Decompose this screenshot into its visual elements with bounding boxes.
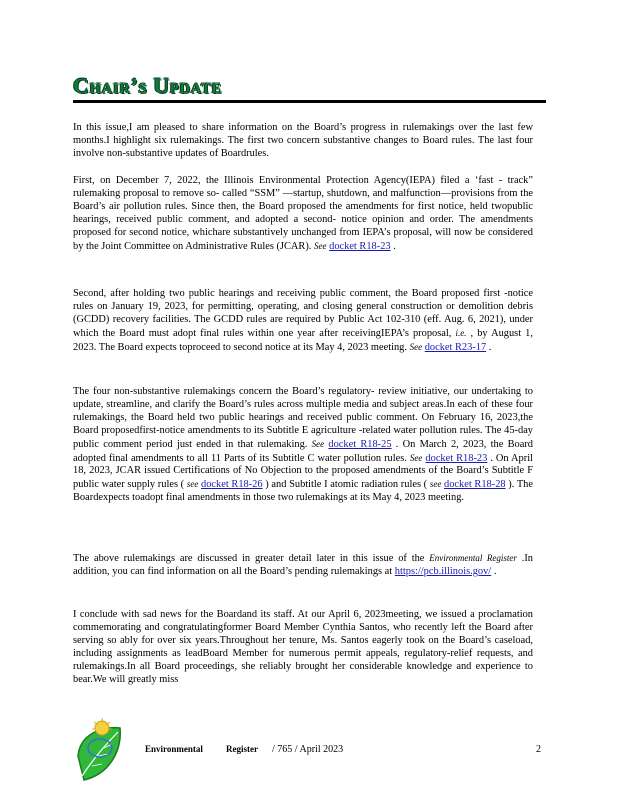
paragraph-farewell: I conclude with sad news for the Boardand its staff. At our April 6, 2023meeting, we issued a proclamation commemorating and congratulatingformer Board Member Cynthia Santos, who recently left the Board after serving so ably for over six years.Throughout her tenure, Ms. Santos eagerly took on the Board’s caseload, including assignments as leadBoard Member for numerous permit appeals, regulatory-relief requests, and rulemakings.In all Board proceedings, she reliably brought her considerable knowledge and experience to bear.We will greatly miss [73,609,533,685]
pcb-website-link[interactable]: https://pcb.illinois.gov/ [394,565,492,577]
paragraph-discussion: The above rulemakings are discussed in greater detail later in this issue of the Environmental Register .In addition, you can find information on all the Board’s pending rulemakings at https://pcb.illinois.gov/ . [73,553,533,577]
docket-link-r18-25[interactable]: docket R18-25 [328,438,392,450]
leaf-logo-icon [72,716,134,786]
see-label: see [429,479,442,490]
footer-publication-register: Register [226,744,258,754]
paragraph-gcdd: Second, after holding two public hearings and receiving public comment, the Board proposed first -notice rules on January 19, 2023, for permitting, operating, and closing general construction or demolition debris (GCDD) recovery facilities. The GCDD rules are required by Public Act 102-310 (eff. Aug. 6, 2021), under which the Board must adopt final rules within one year after receivingIEPA’s proposal, i.e. , by August 1, 2023. The Board expects toproceed to second notice at its May 4, 2023 meeting. See docket R23-17 . [73,288,533,353]
paragraph-gcdd-text-b: , by August 1, 2023. The Board expects toproceed to second notice at its May 4, 2023 meeting. [73,327,533,353]
see-label: See [311,438,325,449]
paragraph-non-substantive: The four non-substantive rulemakings concern the Board’s regulatory- review initiative, our undertaking to update, streamline, and clarify the Board’s rules across multiple media and subject areas.In each of these four rulemakings, the Board held two public hearings and received public comment. On February 16, 2023,the Board proposedfirst-notice amendments to its Subtitle E agriculture -related water pollution rules. The 45-day public comment period just ended in that rulemaking. See docket R18-25 . On March 2, 2023, the Board adopted final amendments to all 11 Parts of its Subtitle C water pollution rules. See docket R18-23 . On April 18, 2023, JCAR issued Certifications of No Objection to the proposed amendments of the Board’s Subtitle F public water supply rules ( see docket R18-26 ) and Subtitle I atomic radiation rules ( see docket R18-28 ). The Boardexpects toadopt final amendments in those two rulemakings at its May 4, 2023 meeting. [73,386,533,504]
intro-paragraph [73,122,533,161]
intro-text: In this issue,I am pleased to share information on the Board’s progress in rulemakings over the last few months.I highlight six rulemakings. The first two concern substantive changes to Board rules. The last four involve non-substantive updates of Boardrules. [73,122,533,159]
paragraph-ssm-text: First, on December 7, 2022, the Illinois Environmental Protection Agency(IEPA) filed a ‘fast - track” rulemaking proposal to remove so- called “SSM” —startup, shutdown, and malfunction—provisions from the Board’s air pollution rules. Since then, the Board proposed the amendments for first notice, held twopublic hearings, received public comment, and adopted a second- notice opinion and order. The amendments proposed for second notice, whichare substantively unchanged from IEPA’s proposal, will now be considered by the Joint Committee on Administrative Rules (JCAR). [73,175,533,252]
page-number: 2 [536,744,541,755]
see-label: see [186,479,199,490]
title-rule [73,100,546,103]
docket-link-r23-17[interactable]: docket R23-17 [424,341,487,353]
footer-publication: Environmental [145,744,203,754]
see-label: See [409,452,423,463]
paragraph-ssm: First, on December 7, 2022, the Illinois Environmental Protection Agency(IEPA) filed a ‘fast - track” rulemaking proposal to remove so- called “SSM” —startup, shutdown, and malfunction—provisions from the Board’s air pollution rules. Since then, the Board proposed the amendments for first notice, held twopublic hearings, received public comment, and adopted a second- notice opinion and order. The amendments proposed for second notice, whichare substantively unchanged from IEPA’s proposal, will now be considered by the Joint Committee on Administrative Rules (JCAR). See docket R18-23 . [73,175,533,252]
see-label: See [314,240,327,251]
see-label: See [409,341,423,352]
docket-link-r18-28[interactable]: docket R18-28 [444,479,506,491]
footer-issue: / 765 / April 2023 [272,744,344,755]
publication-name: Environmental Register [429,553,517,563]
page-title: Chair’s Update [73,73,222,98]
docket-link-r18-23-b[interactable]: docket R18-23 [425,452,488,464]
docket-link-r18-26[interactable]: docket R18-26 [201,479,263,491]
docket-link-r18-23[interactable]: docket R18-23 [329,240,391,252]
paragraph-gcdd-text-a: Second, after holding two public hearings and receiving public comment, the Board proposed first -notice rules on January 19, 2023, for permitting, operating, and closing general construction or demolition debris (GCDD) recovery facilities. The GCDD rules are required by Public Act 102-310 (eff. Aug. 6, 2021), under which the Board must adopt final rules within one year after receivingIEPA’s proposal, [73,288,533,339]
